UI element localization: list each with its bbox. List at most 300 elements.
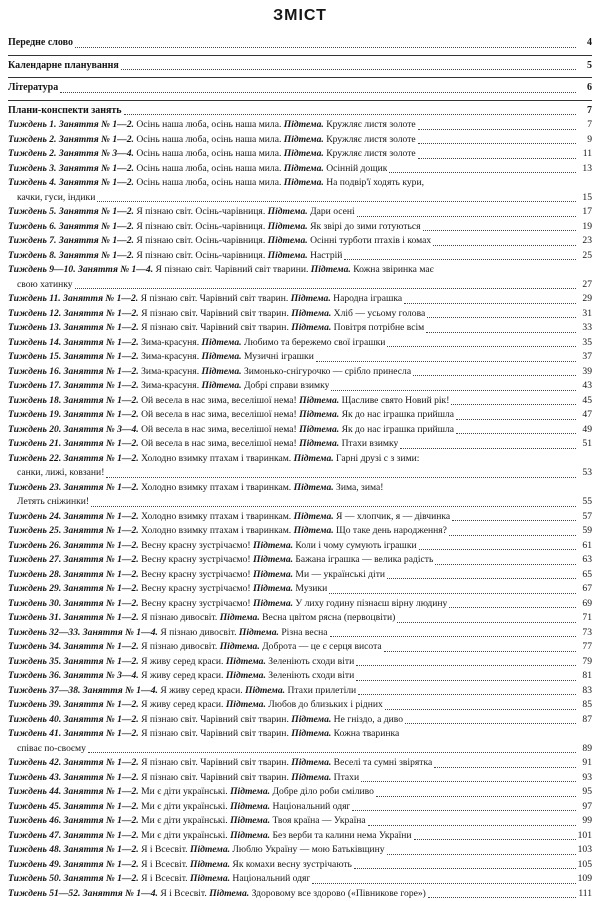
dot-leader (456, 419, 576, 420)
lesson-subtopic: Птахи (334, 772, 359, 783)
toc-row-front-0[interactable] (8, 36, 592, 51)
front-title: Передне слово (8, 36, 73, 51)
toc-row[interactable] (8, 597, 592, 612)
lesson-topic: Холодно взимку птахам і тваринкам. (141, 482, 291, 493)
lesson-topic: Ой весела в нас зима, веселішої нема! (141, 409, 297, 420)
page-number: 59 (578, 524, 592, 539)
page-number: 9 (578, 133, 592, 148)
subtopic-label: Підтема. (190, 873, 230, 884)
entry-text (8, 684, 356, 699)
subtopic-label: Підтема. (253, 554, 293, 565)
dot-leader (400, 448, 576, 449)
dot-leader (387, 578, 576, 579)
page-number: 39 (578, 365, 592, 380)
subtopic-label: Підтема. (220, 641, 260, 652)
lesson-number: Тиждень 35. Заняття № 1—2. (8, 656, 139, 667)
entry-text (8, 234, 431, 249)
toc-row[interactable] (8, 437, 592, 452)
lesson-topic: Зима-красуня. (141, 337, 199, 348)
lesson-topic: Холодно взимку птахам і тваринкам. (141, 453, 291, 464)
toc-row[interactable] (8, 785, 592, 800)
lesson-subtopic: Гарні друзі с з зими: (336, 453, 419, 464)
entry-text (8, 640, 382, 655)
lesson-subtopic: У лиху годину пізнаєш вірну людину (295, 598, 447, 609)
page-number: 51 (578, 437, 592, 452)
section-title: Плани-конспекти занять (8, 104, 122, 119)
dot-leader (357, 216, 576, 217)
divider (8, 100, 592, 101)
entry-text (8, 379, 329, 394)
subtopic-label: Підтема. (291, 772, 331, 783)
toc-row[interactable] (8, 858, 592, 873)
entry-text (8, 408, 454, 423)
entry-text (8, 452, 419, 467)
page-number: 91 (578, 756, 592, 771)
toc-row[interactable] (8, 582, 592, 597)
lesson-number: Тиждень 15. Заняття № 1—2. (8, 351, 139, 362)
toc-row[interactable] (8, 640, 592, 655)
dot-leader (435, 564, 576, 565)
dot-leader (449, 607, 576, 608)
lesson-subtopic: Люблю Україну — мою Батьківщину (232, 844, 384, 855)
page-number: 43 (578, 379, 592, 394)
lesson-subtopic: На подвір'ї ходять кури, (326, 177, 424, 188)
dot-leader (456, 433, 576, 434)
lesson-number: Тиждень 23. Заняття № 1—2. (8, 482, 139, 493)
dot-leader (384, 651, 576, 652)
page-number: 23 (578, 234, 592, 249)
toc-row[interactable] (8, 452, 592, 467)
subtopic-label: Підтема. (245, 685, 285, 696)
lesson-topic: Осінь наша люба, осінь наша мила. (136, 119, 281, 130)
lesson-topic: Я пізнаю світ. Чарівний світ тварин. (141, 772, 289, 783)
lesson-subtopic: Осінні турботи птахів і комах (310, 235, 431, 246)
toc-row[interactable] (8, 887, 592, 901)
toc-row[interactable] (8, 843, 592, 858)
lesson-number: Тиждень 51—52. Заняття № 1—4. (8, 888, 158, 899)
page-number: 99 (578, 814, 592, 829)
entry-text (8, 263, 434, 278)
dot-leader (344, 259, 576, 260)
page-number: 17 (578, 205, 592, 220)
dot-leader (121, 69, 576, 70)
lesson-number: Тиждень 20. Заняття № 3—4. (8, 424, 139, 435)
subtopic-label: Підтема. (299, 409, 339, 420)
dot-leader (356, 680, 576, 681)
lesson-number: Тиждень 21. Заняття № 1—2. (8, 438, 139, 449)
lesson-subtopic-cont: санки, лижі, ковзани! (17, 467, 104, 478)
dot-leader (423, 230, 577, 231)
toc-row[interactable] (8, 147, 592, 162)
toc-row-continuation[interactable] (8, 742, 592, 757)
toc-row[interactable] (8, 829, 592, 844)
lesson-topic: Весну красну зустрічаємо! (141, 540, 250, 551)
subtopic-label: Підтема. (294, 453, 334, 464)
dot-leader (75, 288, 576, 289)
entry-text (8, 611, 395, 626)
dot-leader (60, 92, 576, 93)
lesson-topic: Я пізнаю світ. Осінь-чарівниця. (136, 235, 265, 246)
dot-leader (106, 477, 576, 478)
lesson-subtopic-cont: Летять сніжинки! (17, 496, 89, 507)
lesson-number: Тиждень 7. Заняття № 1—2. (8, 235, 134, 246)
entry-text (8, 800, 350, 815)
lesson-topic: Я пізнаю світ. Чарівний світ тварин. (141, 322, 289, 333)
lesson-subtopic: Національний одяг (232, 873, 310, 884)
lesson-subtopic: Дари осені (310, 206, 355, 217)
entry-text (8, 553, 433, 568)
subtopic-label: Підтема. (294, 511, 334, 522)
dot-leader (426, 332, 576, 333)
lesson-number: Тиждень 37—38. Заняття № 1—4. (8, 685, 158, 696)
entry-text (8, 524, 447, 539)
lesson-number: Тиждень 44. Заняття № 1—2. (8, 786, 139, 797)
subtopic-label: Підтема. (291, 728, 331, 739)
lesson-subtopic: Повітря потрібне всім (334, 322, 425, 333)
toc-row-continuation[interactable] (8, 191, 592, 206)
lesson-number: Тиждень 48. Заняття № 1—2. (8, 844, 139, 855)
lesson-topic: Ми є діти українські. (141, 830, 228, 841)
subtopic-label: Підтема. (311, 264, 351, 275)
entry-text (8, 872, 310, 887)
lesson-topic: Ой весела в нас зима, веселішої нема! (141, 395, 297, 406)
toc-row-continuation[interactable] (8, 278, 592, 293)
entry-text (8, 365, 411, 380)
lesson-number: Тиждень 18. Заняття № 1—2. (8, 395, 139, 406)
entry-text (8, 829, 412, 844)
toc-row-continuation[interactable] (8, 495, 592, 510)
lesson-subtopic: Весна цвітом рясна (первоцвіти) (262, 612, 395, 623)
toc-row[interactable] (8, 568, 592, 583)
lesson-subtopic: Як до нас іграшка прийшла (342, 409, 454, 420)
lesson-topic: Я живу серед краси. (141, 699, 223, 710)
entry-text (8, 162, 387, 177)
entry-text (8, 292, 402, 307)
toc-row[interactable] (8, 249, 592, 264)
dot-leader (312, 883, 575, 884)
lesson-number: Тиждень 8. Заняття № 1—2. (8, 250, 134, 261)
lesson-subtopic: Добре діло роби сміливо (272, 786, 373, 797)
lesson-topic: Я пізнаю дивосвіт. (160, 627, 236, 638)
page-number: 7 (578, 104, 592, 119)
toc-row[interactable] (8, 336, 592, 351)
lesson-number: Тиждень 22. Заняття № 1—2. (8, 453, 139, 464)
dot-leader (433, 245, 576, 246)
toc-row[interactable] (8, 321, 592, 336)
page-number: 105 (578, 858, 592, 873)
lesson-topic: Весну красну зустрічаємо! (141, 569, 250, 580)
lesson-subtopic: Кружляє листя золоте (326, 148, 415, 159)
lesson-topic: Зима-красуня. (141, 366, 199, 377)
lesson-number: Тиждень 6. Заняття № 1—2. (8, 221, 134, 232)
toc-row[interactable] (8, 655, 592, 670)
toc-row[interactable] (8, 408, 592, 423)
toc-row[interactable] (8, 684, 592, 699)
page-number: 49 (578, 423, 592, 438)
entry-text (8, 727, 399, 742)
toc-row[interactable] (8, 510, 592, 525)
dot-leader (352, 810, 576, 811)
lesson-number: Тиждень 25. Заняття № 1—2. (8, 525, 139, 536)
lesson-topic: Зима-красуня. (141, 380, 199, 391)
entry-text (8, 597, 447, 612)
lesson-subtopic: Веселі та сумні звірятка (334, 757, 433, 768)
toc-row[interactable] (8, 669, 592, 684)
entry-text (8, 336, 385, 351)
page-number: 97 (578, 800, 592, 815)
lesson-number: Тиждень 30. Заняття № 1—2. (8, 598, 139, 609)
dot-leader (329, 593, 576, 594)
page-number: 27 (578, 278, 592, 293)
lesson-subtopic: Кожна тваринка (334, 728, 400, 739)
lesson-number: Тиждень 9—10. Заняття № 1—4. (8, 264, 153, 275)
toc-row[interactable] (8, 365, 592, 380)
dot-leader (387, 346, 576, 347)
toc-row[interactable] (8, 176, 592, 191)
lesson-subtopic: Добрі справи взимку (244, 380, 329, 391)
lesson-number: Тиждень 16. Заняття № 1—2. (8, 366, 139, 377)
entry-text (8, 858, 352, 873)
dot-leader (75, 47, 576, 48)
divider (8, 77, 592, 78)
toc-row[interactable] (8, 713, 592, 728)
lesson-number: Тиждень 3. Заняття № 1—2. (8, 163, 134, 174)
dot-leader (368, 825, 576, 826)
lesson-number: Тиждень 12. Заняття № 1—2. (8, 308, 139, 319)
subtopic-label: Підтема. (291, 308, 331, 319)
entry-continuation (8, 466, 104, 481)
page-number: 5 (578, 59, 592, 74)
subtopic-label: Підтема. (230, 830, 270, 841)
subtopic-label: Підтема. (253, 540, 293, 551)
page-number: 15 (578, 191, 592, 206)
lesson-topic: Я пізнаю дивосвіт. (141, 641, 217, 652)
page-number: 37 (578, 350, 592, 365)
subtopic-label: Підтема. (294, 482, 334, 493)
subtopic-label: Підтема. (190, 844, 230, 855)
toc-row[interactable] (8, 553, 592, 568)
entry-continuation (8, 191, 95, 206)
entry-text (8, 437, 398, 452)
section-heading[interactable] (8, 104, 592, 119)
entry-text (8, 481, 383, 496)
lesson-subtopic: Настрій (310, 250, 342, 261)
lesson-number: Тиждень 2. Заняття № 1—2. (8, 134, 134, 145)
toc-row[interactable] (8, 481, 592, 496)
subtopic-label: Підтема. (299, 438, 339, 449)
toc-row[interactable] (8, 539, 592, 554)
lesson-topic: Осінь наша люба, осінь наша мила. (136, 177, 281, 188)
lesson-subtopic: Зимонько-снігурочко — срібло принесла (244, 366, 411, 377)
lesson-topic: Я пізнаю світ. Чарівний світ тварин. (141, 293, 289, 304)
lesson-topic: Осінь наша люба, осінь наша мила. (136, 148, 281, 159)
entry-text (8, 713, 403, 728)
lesson-subtopic: Кожна звіринка має (353, 264, 434, 275)
dot-leader (419, 549, 576, 550)
page-number: 63 (578, 553, 592, 568)
dot-leader (354, 868, 576, 869)
dot-leader (434, 767, 576, 768)
lesson-topic: Я пізнаю світ. Чарівний світ тварин. (141, 728, 289, 739)
page-number: 85 (578, 698, 592, 713)
toc-row[interactable] (8, 698, 592, 713)
subtopic-label: Підтема. (253, 583, 293, 594)
toc-row[interactable] (8, 756, 592, 771)
dot-leader (452, 520, 576, 521)
subtopic-label: Підтема. (284, 177, 324, 188)
toc-row[interactable] (8, 263, 592, 278)
page-number: 45 (578, 394, 592, 409)
lesson-number: Тиждень 46. Заняття № 1—2. (8, 815, 139, 826)
lesson-topic: Я пізнаю світ. Чарівний світ тварин. (141, 714, 289, 725)
lesson-number: Тиждень 28. Заняття № 1—2. (8, 569, 139, 580)
lesson-subtopic: Птахи прилетіли (287, 685, 356, 696)
lesson-subtopic: Кружляє листя золоте (326, 134, 415, 145)
lesson-topic: Холодно взимку птахам і тваринкам. (141, 511, 291, 522)
page-number: 81 (578, 669, 592, 684)
subtopic-label: Підтема. (268, 221, 308, 232)
lesson-subtopic: Зима, зима! (336, 482, 383, 493)
entry-text (8, 394, 449, 409)
dot-leader (397, 622, 576, 623)
lesson-number: Тиждень 39. Заняття № 1—2. (8, 699, 139, 710)
lesson-topic: Я і Всесвіт. (141, 873, 187, 884)
subtopic-label: Підтема. (268, 206, 308, 217)
lesson-topic: Я пізнаю світ. Чарівний світ тварини. (156, 264, 309, 275)
lesson-topic: Я пізнаю світ. Чарівний світ тварин. (141, 757, 289, 768)
subtopic-label: Підтема. (209, 888, 249, 899)
dot-leader (418, 158, 576, 159)
dot-leader (387, 854, 576, 855)
toc-row[interactable] (8, 118, 592, 133)
toc-row-continuation[interactable] (8, 466, 592, 481)
dot-leader (88, 752, 576, 753)
toc-row[interactable] (8, 394, 592, 409)
lesson-subtopic: Як комахи весну зустрічають (232, 859, 352, 870)
lesson-topic: Ми є діти українські. (141, 801, 228, 812)
toc-row[interactable] (8, 727, 592, 742)
lesson-number: Тиждень 43. Заняття № 1—2. (8, 772, 139, 783)
entry-text (8, 843, 385, 858)
entry-continuation (8, 742, 86, 757)
subtopic-label: Підтема. (190, 859, 230, 870)
toc-row-front-2[interactable] (8, 81, 592, 96)
subtopic-label: Підтема. (291, 757, 331, 768)
page-number: 69 (578, 597, 592, 612)
dot-leader (405, 723, 576, 724)
lesson-subtopic: Птахи взимку (342, 438, 399, 449)
toc-row[interactable] (8, 234, 592, 249)
subtopic-label: Підтема. (284, 119, 324, 130)
page-title: ЗМІСТ (8, 4, 592, 28)
toc-row[interactable] (8, 350, 592, 365)
lesson-subtopic-cont: співає по-своєму (17, 743, 86, 754)
lesson-topic: Я і Всесвіт. (141, 844, 187, 855)
subtopic-label: Підтема. (226, 699, 266, 710)
subtopic-label: Підтема. (202, 380, 242, 391)
lesson-number: Тиждень 24. Заняття № 1—2. (8, 511, 139, 522)
toc-row[interactable] (8, 800, 592, 815)
lesson-subtopic-cont: качки, гуси, індики (17, 192, 95, 203)
entry-text (8, 771, 359, 786)
entry-text (8, 698, 383, 713)
page-number: 65 (578, 568, 592, 583)
lesson-topic: Я і Всесвіт. (160, 888, 206, 899)
entry-text (8, 176, 424, 191)
page-number: 29 (578, 292, 592, 307)
dot-leader (418, 143, 576, 144)
toc-row[interactable] (8, 611, 592, 626)
toc-row[interactable] (8, 379, 592, 394)
subtopic-label: Підтема. (268, 250, 308, 261)
lesson-number: Тиждень 50. Заняття № 1—2. (8, 873, 139, 884)
lesson-topic: Ой весела в нас зима, веселішої нема! (141, 438, 297, 449)
subtopic-label: Підтема. (268, 235, 308, 246)
toc-row[interactable] (8, 814, 592, 829)
toc-row[interactable] (8, 292, 592, 307)
toc-row[interactable] (8, 423, 592, 438)
page-number: 25 (578, 249, 592, 264)
page-number: 33 (578, 321, 592, 336)
lesson-topic: Ми є діти українські. (141, 815, 228, 826)
lesson-topic: Весну красну зустрічаємо! (141, 554, 250, 565)
page-number: 31 (578, 307, 592, 322)
entry-text (8, 133, 416, 148)
dot-leader (124, 114, 576, 115)
toc-row[interactable] (8, 133, 592, 148)
entry-text (8, 321, 424, 336)
lesson-topic: Я пізнаю дивосвіт. (141, 612, 217, 623)
toc-row[interactable] (8, 524, 592, 539)
toc-row[interactable] (8, 771, 592, 786)
subtopic-label: Підтема. (294, 525, 334, 536)
toc-row[interactable] (8, 872, 592, 887)
entry-text (8, 756, 432, 771)
subtopic-label: Підтема. (239, 627, 279, 638)
lesson-topic: Холодно взимку птахам і тваринкам. (141, 525, 291, 536)
lesson-subtopic: Ми — українські діти (295, 569, 385, 580)
toc-row[interactable] (8, 220, 592, 235)
toc-entries (8, 118, 592, 901)
toc-row-front-1[interactable] (8, 59, 592, 74)
lesson-number: Тиждень 14. Заняття № 1—2. (8, 337, 139, 348)
lesson-number: Тиждень 13. Заняття № 1—2. (8, 322, 139, 333)
entry-text (8, 220, 421, 235)
page-number: 87 (578, 713, 592, 728)
lesson-subtopic: Кружляє листя золоте (326, 119, 415, 130)
dot-leader (418, 129, 576, 130)
toc-row[interactable] (8, 162, 592, 177)
lesson-topic: Я пізнаю світ. Чарівний світ тварин. (141, 308, 289, 319)
toc-row[interactable] (8, 205, 592, 220)
lesson-subtopic: Музичні іграшки (244, 351, 314, 362)
dot-leader (414, 839, 576, 840)
lesson-subtopic: Як звірі до зими готуються (310, 221, 420, 232)
page-number: 35 (578, 336, 592, 351)
lesson-number: Тиждень 40. Заняття № 1—2. (8, 714, 139, 725)
page-number: 19 (578, 220, 592, 235)
entry-text (8, 205, 355, 220)
entry-text (8, 582, 327, 597)
subtopic-label: Підтема. (230, 786, 270, 797)
toc-row[interactable] (8, 626, 592, 641)
subtopic-label: Підтема. (230, 815, 270, 826)
lesson-subtopic: Народна іграшка (333, 293, 402, 304)
toc-row[interactable] (8, 307, 592, 322)
page-number: 77 (578, 640, 592, 655)
dot-leader (449, 535, 576, 536)
subtopic-label: Підтема. (291, 322, 331, 333)
